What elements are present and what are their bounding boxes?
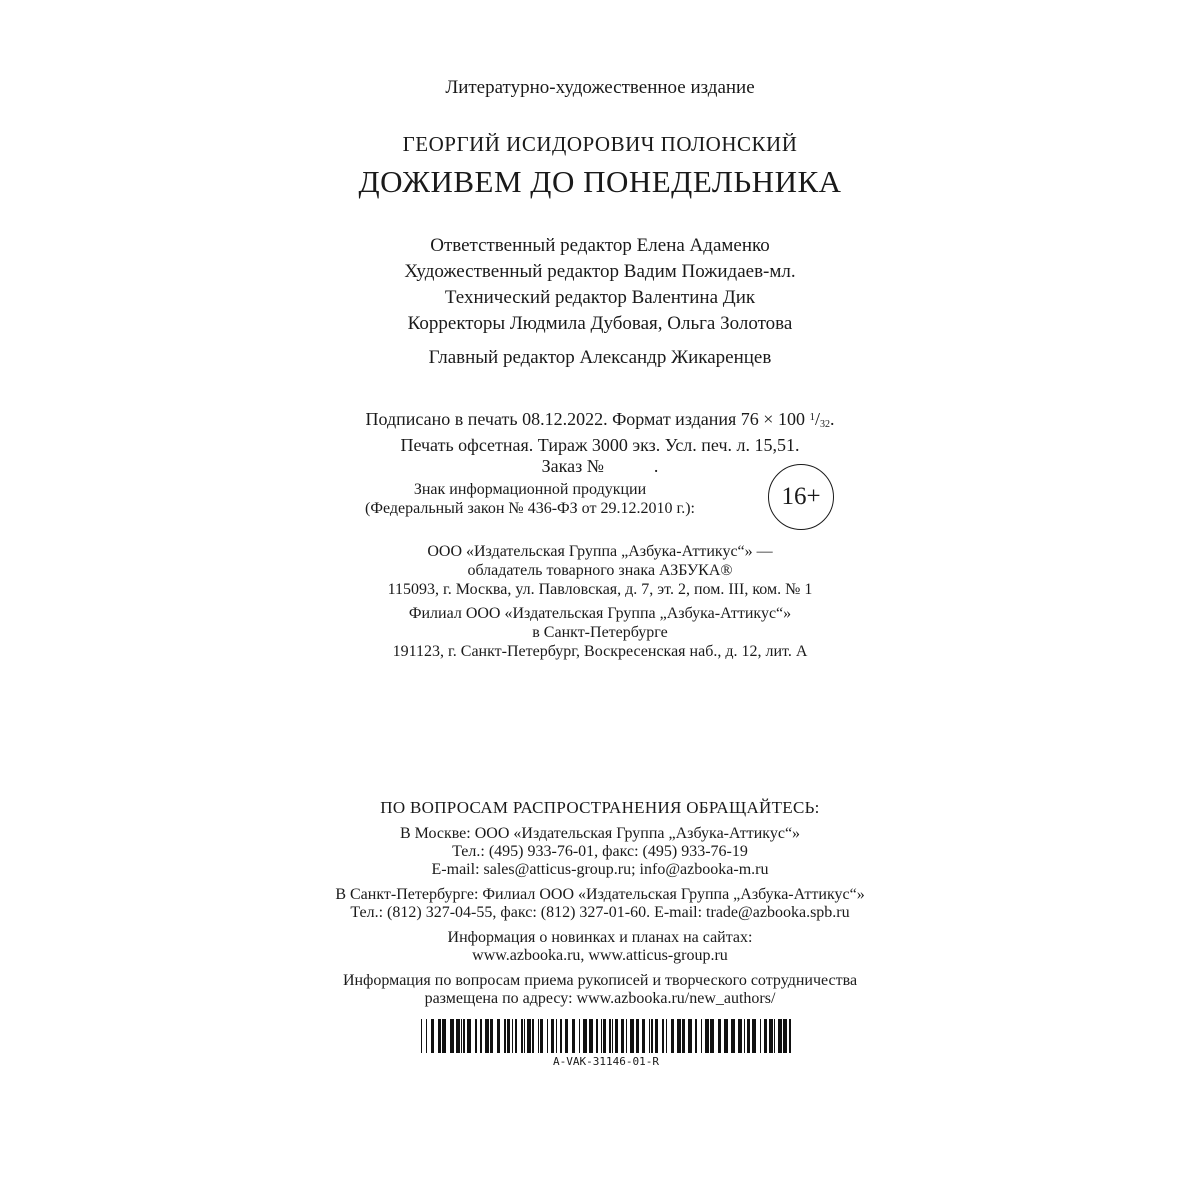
- barcode-bar: [475, 1019, 477, 1053]
- order-number: Заказ № .: [541, 456, 659, 476]
- barcode-bar: [630, 1019, 634, 1053]
- barcode-bar: [710, 1019, 714, 1053]
- barcode-bar: [515, 1019, 517, 1053]
- barcode-bar: [538, 1019, 539, 1053]
- barcode-bar: [467, 1019, 471, 1053]
- editor-line: Художественный редактор Вадим Пожидаев-мл.: [404, 261, 796, 282]
- barcode-bar: [601, 1019, 602, 1053]
- age-sign-text: Знак информационной продукции (Федеральный закон № 436-ФЗ от 29.12.2010 г.):: [364, 481, 695, 517]
- barcode-bar: [677, 1019, 681, 1053]
- distribution-heading: ПО ВОПРОСАМ РАСПРОСТРАНЕНИЯ ОБРАЩАЙТЕСЬ:: [380, 798, 820, 817]
- chief-editor: Главный редактор Александр Жикаренцев: [428, 347, 772, 368]
- barcode-bar: [547, 1019, 548, 1053]
- barcode-bar: [778, 1019, 782, 1053]
- barcode-bar: [512, 1019, 513, 1053]
- barcode-bar: [747, 1019, 750, 1053]
- barcode-bar: [718, 1019, 721, 1053]
- editor-line: Корректоры Людмила Дубовая, Ольга Золотова: [407, 313, 793, 334]
- barcode-bar: [497, 1019, 500, 1053]
- barcode-bar: [431, 1019, 434, 1053]
- book-title: ДОЖИВЕМ ДО ПОНЕДЕЛЬНИКА: [358, 164, 842, 199]
- barcode-bar: [662, 1019, 664, 1053]
- barcode-bar: [760, 1019, 761, 1053]
- barcode-bar: [421, 1019, 422, 1053]
- barcode-bar: [463, 1019, 465, 1053]
- distribution-block: В Москве: ООО «Издательская Группа „Азбука-Аттикус“» Тел.: (495) 933-76-01, факс: (495) 933-76-19 E-mail: sales@atticus-group.ru; info@azbooka-m.ru В Санкт-Петербурге: Филиал ООО «Издательская Группа „Азбука-Аттикус“» Тел.: (812) 327-04-55, факс: (812) 327-01-60. E-mail: trade@azbooka.spb.ru Информация о новинках и планах на сайтах: www.azbooka.ru, www.atticus-group.ru Информация по вопросам приема рукописей и творческого сотрудничества размещена по адресу: www.azbooka.ru/new_authors/: [335, 825, 865, 1007]
- barcode-bar: [504, 1019, 506, 1053]
- barcode-bar: [603, 1019, 606, 1053]
- barcode-bar: [626, 1019, 627, 1053]
- barcode-bar: [615, 1019, 618, 1053]
- barcode-bar: [579, 1019, 580, 1053]
- barcode-bar: [556, 1019, 557, 1053]
- genre-line: Литературно-художественное издание: [445, 77, 755, 98]
- barcode-bar: [524, 1019, 525, 1053]
- barcode-bar: [551, 1019, 554, 1053]
- print-info: [0, 407, 1200, 477]
- barcode-bar: [450, 1019, 454, 1053]
- barcode-bar: [636, 1019, 639, 1053]
- barcode-label: A-VAK-31146-01-R: [553, 1055, 659, 1068]
- barcode-bar: [456, 1019, 460, 1053]
- barcode-bar: [695, 1019, 697, 1053]
- fraction-numerator: 1: [809, 411, 815, 423]
- barcode: [421, 1019, 791, 1053]
- editor-line: Технический редактор Валентина Дик: [444, 287, 756, 308]
- barcode-bar: [490, 1019, 493, 1053]
- print-info-line: Подписано в печать 08.12.2022. Формат издания 76 × 100 $^1/_{32}$.: [365, 409, 835, 430]
- barcode-bar: [682, 1019, 685, 1053]
- barcode-bar: [527, 1019, 531, 1053]
- barcode-bar: [583, 1019, 587, 1053]
- author-name: ГЕОРГИЙ ИСИДОРОВИЧ ПОЛОНСКИЙ: [402, 132, 798, 156]
- fraction-denominator: 32: [819, 419, 830, 430]
- barcode-bar: [724, 1019, 728, 1053]
- barcode-bar: [738, 1019, 742, 1053]
- barcode-bar: [688, 1019, 692, 1053]
- age-rating-badge: 16+: [768, 464, 834, 530]
- barcode-bar: [461, 1019, 462, 1053]
- barcode-bar: [783, 1019, 787, 1053]
- editor-line: Ответственный редактор Елена Адаменко: [430, 235, 770, 256]
- barcode-bar: [764, 1019, 767, 1053]
- barcode-bar: [560, 1019, 562, 1053]
- barcode-bar: [609, 1019, 611, 1053]
- barcode-bar: [752, 1019, 756, 1053]
- barcode-bar: [655, 1019, 658, 1053]
- barcode-bar: [774, 1019, 775, 1053]
- barcode-bar: [769, 1019, 773, 1053]
- barcode-bar: [744, 1019, 745, 1053]
- publisher-block: ООО «Издательская Группа „Азбука-Аттикус“» — обладатель товарного знака АЗБУКА® 115093, г. Москва, ул. Павловская, д. 7, эт. 2, пом. III, ком. № 1 Филиал ООО «Издательская Группа „Азбука-Аттикус“» в Санкт-Петербурге 191123, г. Санкт-Петербург, Воскресенская наб., д. 12, лит. А: [387, 543, 813, 660]
- barcode-bar: [426, 1019, 427, 1053]
- barcode-bar: [642, 1019, 645, 1053]
- editors-block: [0, 233, 1200, 337]
- barcode-bar: [671, 1019, 674, 1053]
- barcode-bar: [438, 1019, 441, 1053]
- barcode-bar: [507, 1019, 510, 1053]
- barcode-bar: [789, 1019, 791, 1053]
- barcode-bar: [651, 1019, 653, 1053]
- barcode-bar: [485, 1019, 489, 1053]
- barcode-bar: [532, 1019, 534, 1053]
- print-info-line: Печать офсетная. Тираж 3000 экз. Усл. печ. л. 15,51.: [400, 435, 800, 455]
- barcode-bar: [521, 1019, 523, 1053]
- barcode-bar: [596, 1019, 598, 1053]
- barcode-bar: [612, 1019, 613, 1053]
- barcode-bar: [565, 1019, 568, 1053]
- barcode-bar: [442, 1019, 446, 1053]
- barcode-bar: [666, 1019, 667, 1053]
- barcode-bar: [649, 1019, 650, 1053]
- barcode-bar: [705, 1019, 709, 1053]
- barcode-bar: [480, 1019, 482, 1053]
- barcode-bar: [701, 1019, 702, 1053]
- barcode-bar: [572, 1019, 575, 1053]
- barcode-bar: [731, 1019, 735, 1053]
- barcode-bar: [589, 1019, 593, 1053]
- barcode-bar: [621, 1019, 624, 1053]
- barcode-bar: [540, 1019, 543, 1053]
